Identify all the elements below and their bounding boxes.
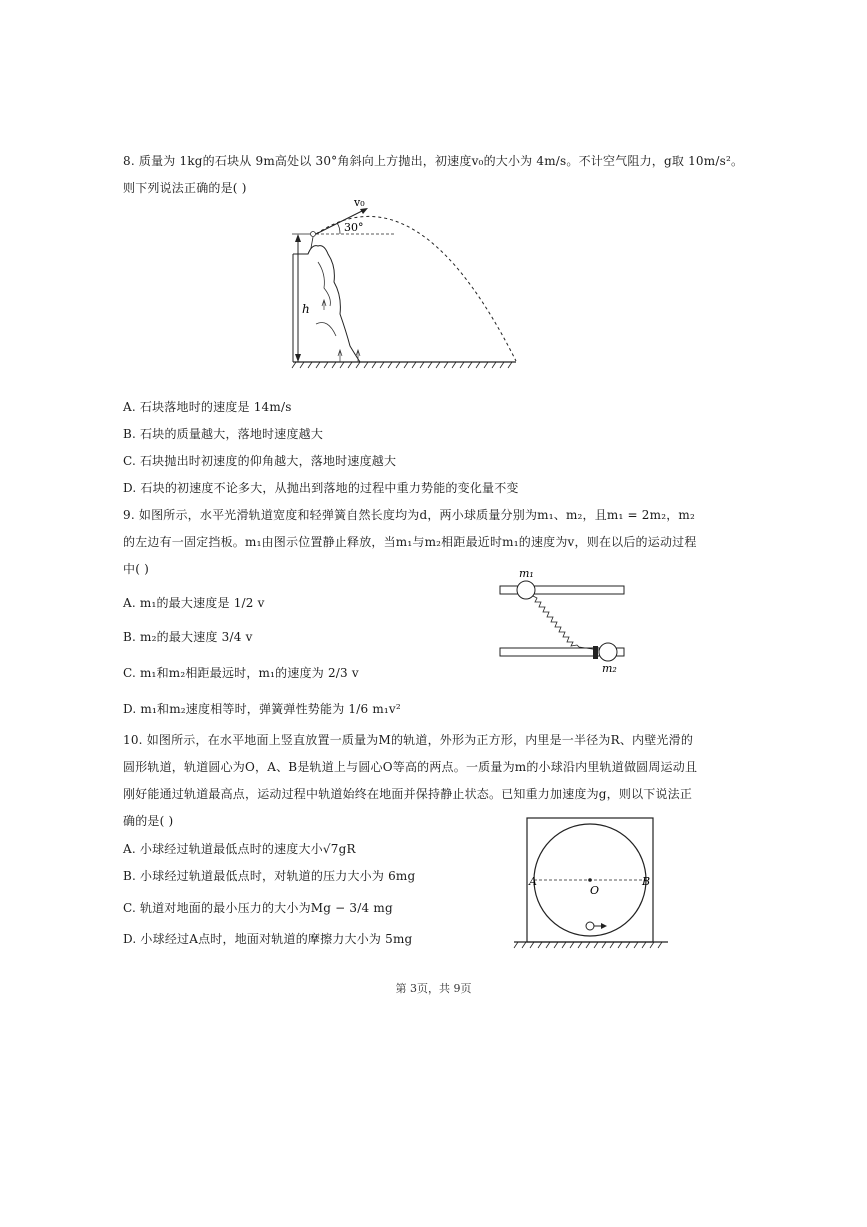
q9-option-d: D. m₁和m₂速度相等时，弹簧弹性势能为 1/6 m₁v² [123,702,401,716]
q8-stem-line1: 8. 质量为 1kg的石块从 9m高处以 30°角斜向上方抛出，初速度v₀的大小为 4m/s。不计空气阻力，g取 10m/s²。 [123,154,744,168]
q10-option-b: B. 小球经过轨道最低点时，对轨道的压力大小为 6mg [123,869,416,883]
q10-stem-line3: 刚好能通过轨道最高点，运动过程中轨道始终在地面并保持静止状态。已知重力加速度为g，则以下说法正 [123,787,693,801]
q8-label-angle: 30° [344,221,364,234]
q9-option-c: C. m₁和m₂相距最远时，m₁的速度为 2/3 v [123,666,359,680]
q10-stem-line1: 10. 如图所示，在水平地面上竖直放置一质量为M的轨道，外形为正方形，内里是一半径为R、内壁光滑的 [123,733,694,747]
q8-projectile-figure [288,196,523,371]
q10-stem-line4: 确的是( ) [123,814,174,828]
q9-option-b: B. m₂的最大速度 3/4 v [123,630,253,644]
q9-option-a: A. m₁的最大速度是 1/2 v [123,596,265,610]
q10-label-o: O [590,884,600,897]
q10-option-c: C. 轨道对地面的最小压力的大小为Mg − 3/4 mg [123,901,393,915]
q8-option-b: B. 石块的质量越大，落地时速度越大 [123,427,324,441]
q9-stem-line1: 9. 如图所示，水平光滑轨道宽度和轻弹簧自然长度均为d，两小球质量分别为m₁、m₂，且m₁ = 2m₂，m₂ [123,508,696,522]
q8-stem-line2: 则下列说法正确的是( ) [123,181,247,195]
q9-stem-line2: 的左边有一固定挡板。m₁由图示位置静止释放，当m₁与m₂相距最近时m₁的速度为v，则在以后的运动过程 [123,535,697,549]
q10-label-b: B [642,875,651,888]
q8-option-d: D. 石块的初速度不论多大，从抛出到落地的过程中重力势能的变化量不变 [123,481,519,495]
q9-label-m2: m₂ [602,662,617,675]
q10-stem-line2: 圆形轨道，轨道圆心为O，A、B是轨道上与圆心O等高的两点。一质量为m的小球沿内里轨道做圆周运动且 [123,760,698,774]
q8-option-c: C. 石块抛出时初速度的仰角越大，落地时速度越大 [123,454,397,468]
q8-label-v0: v₀ [354,196,365,209]
q8-label-h: h [302,302,310,316]
q10-track-figure [512,814,672,950]
q9-label-m1: m₁ [519,567,534,580]
page-footer: 第 3页，共 9页 [395,982,472,995]
q10-option-d: D. 小球经过A点时，地面对轨道的摩擦力大小为 5mg [123,932,413,946]
q8-option-a: A. 石块落地时的速度是 14m/s [123,400,292,414]
q10-option-a: A. 小球经过轨道最低点时的速度大小√7gR [123,842,356,856]
q10-label-a: A [529,875,537,888]
q9-spring-figure [495,566,630,676]
q9-stem-line3: 中( ) [123,562,149,576]
